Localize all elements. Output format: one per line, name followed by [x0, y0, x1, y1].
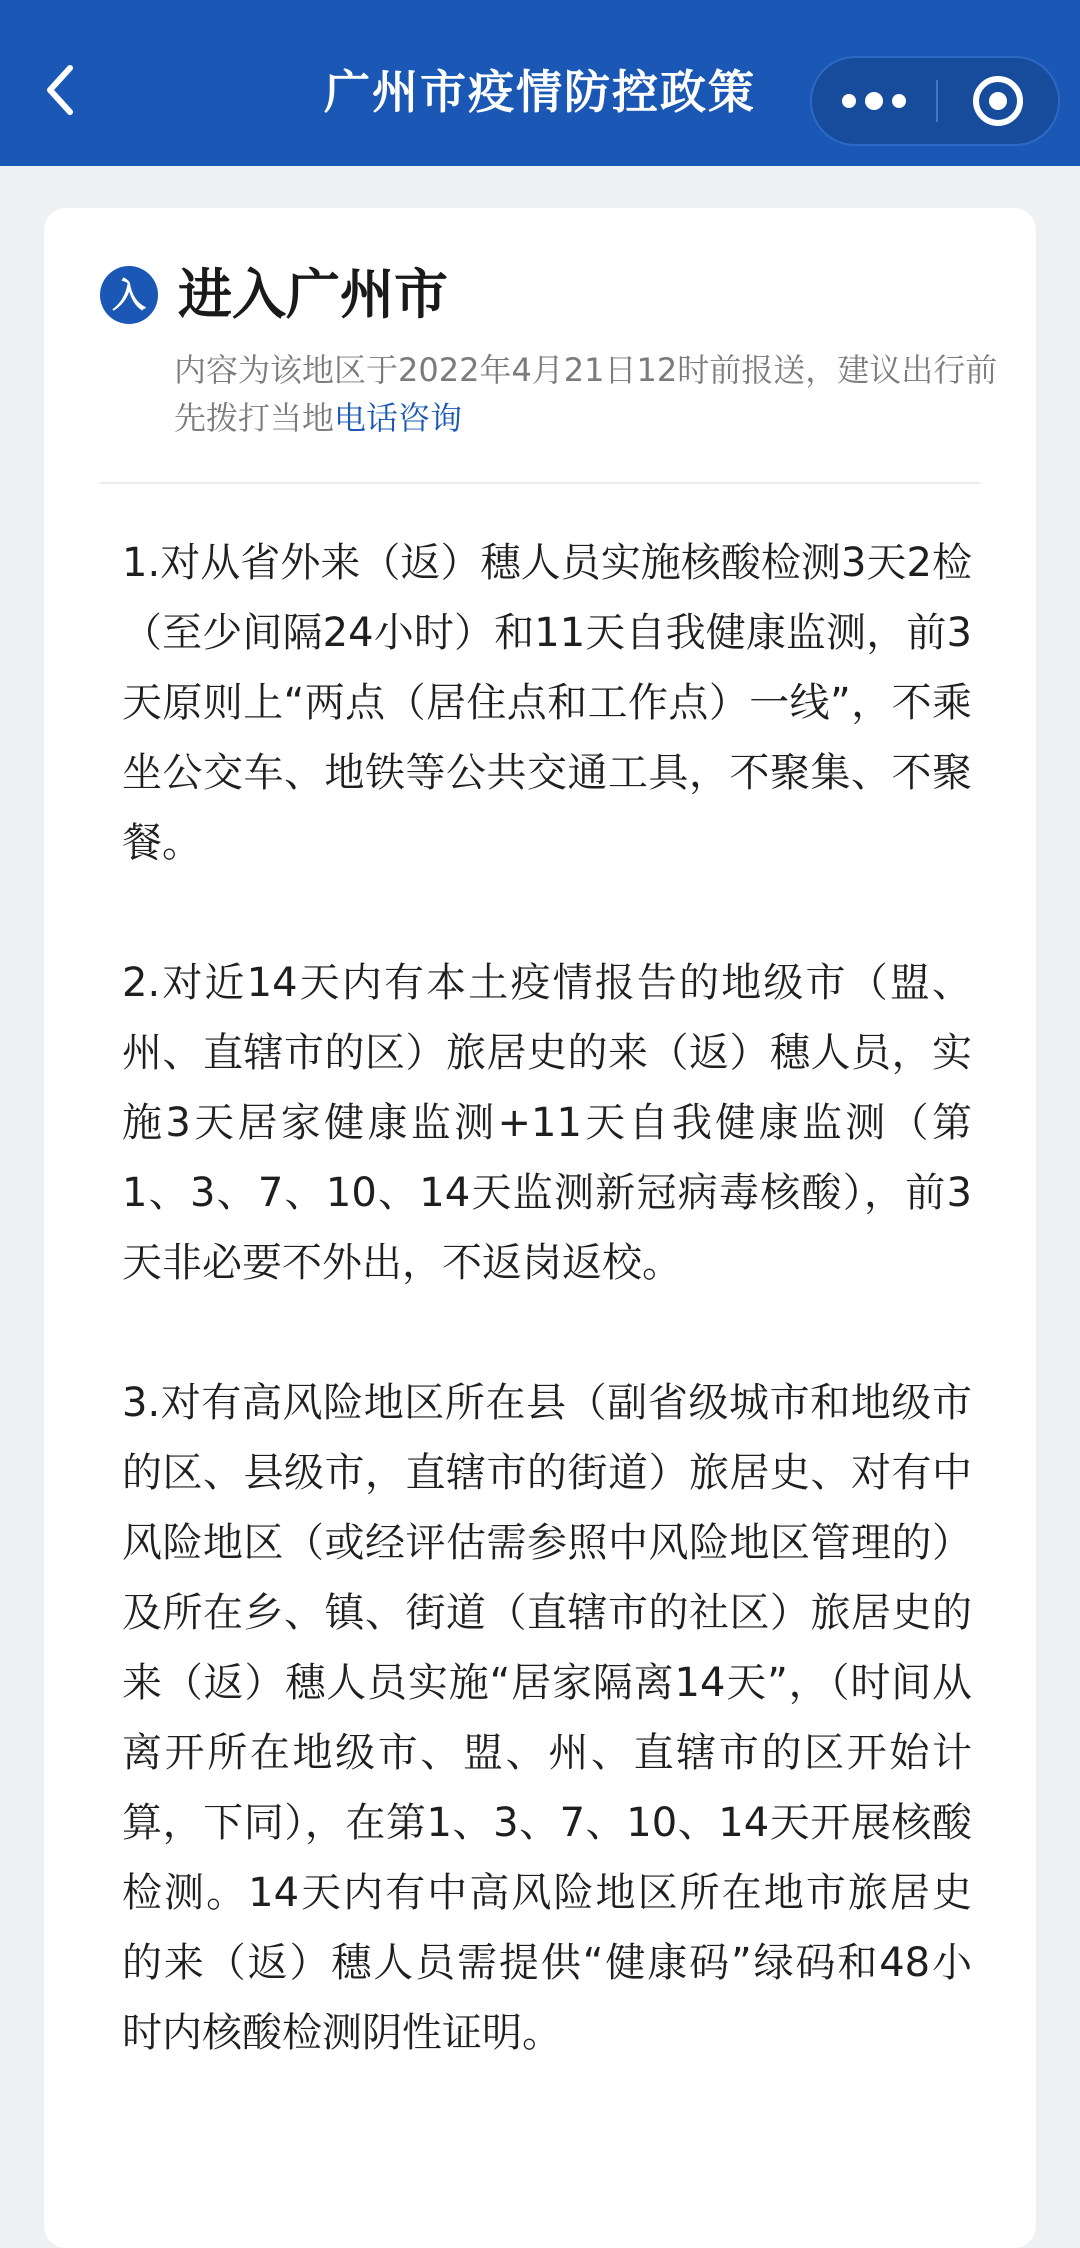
section-title: 进入广州市	[178, 263, 448, 326]
policy-item-1: 1.对从省外来（返）穗人员实施核酸检测3天2检（至少间隔24小时）和11天自我健康监测，前3天原则上“两点（居住点和工作点）一线”，不乘坐公交车、地铁等公共交通工具，不聚集、不聚餐。	[122, 540, 972, 866]
close-button[interactable]	[938, 58, 1058, 144]
entry-badge-icon	[100, 266, 158, 324]
page-title: 广州市疫情防控政策	[324, 65, 756, 119]
phone-consult-link[interactable]: 电话咨询	[334, 399, 463, 437]
notice-prefix: 内容为该地区于2022年4月21日12时前报送，建议出行前先拨打当地	[174, 351, 998, 437]
policy-item-3: 3.对有高风险地区所在县（副省级城市和地级市的区、县级市，直辖市的街道）旅居史、对有中风险地区（或经评估需参照中风险地区管理的）及所在乡、镇、街道（直辖市的社区）旅居史的来（返）穗人员实施“居家隔离14天”，（时间从离开所在地级市、盟、州、直辖市的区开始计算，下同），在第1、3、7、10、14天开展核酸检测。14天内有中高风险地区所在地市旅居史的来（返）穗人员需提供“健康码”绿码和48小时内核酸检测阴性证明。	[122, 1380, 972, 2056]
back-button[interactable]	[30, 60, 90, 120]
more-dots-icon	[839, 91, 909, 111]
policy-card	[44, 208, 1036, 2248]
notice-text	[174, 346, 1004, 442]
policy-list	[122, 528, 972, 2138]
entry-glyph	[100, 266, 158, 324]
policy-item-2: 2.对近14天内有本土疫情报告的地级市（盟、州、直辖市的区）旅居史的来（返）穗人员，实施3天居家健康监测+11天自我健康监测（第1、3、7、10、14天监测新冠病毒核酸），前3天非必要不外出，不返岗返校。	[122, 960, 972, 1286]
target-circle-icon	[970, 73, 1026, 129]
divider	[100, 482, 980, 484]
chevron-left-icon	[40, 60, 80, 120]
more-button[interactable]	[812, 58, 936, 144]
svg-text:入: 入	[112, 276, 146, 316]
navbar	[0, 0, 1080, 166]
capsule-menu	[810, 56, 1060, 146]
